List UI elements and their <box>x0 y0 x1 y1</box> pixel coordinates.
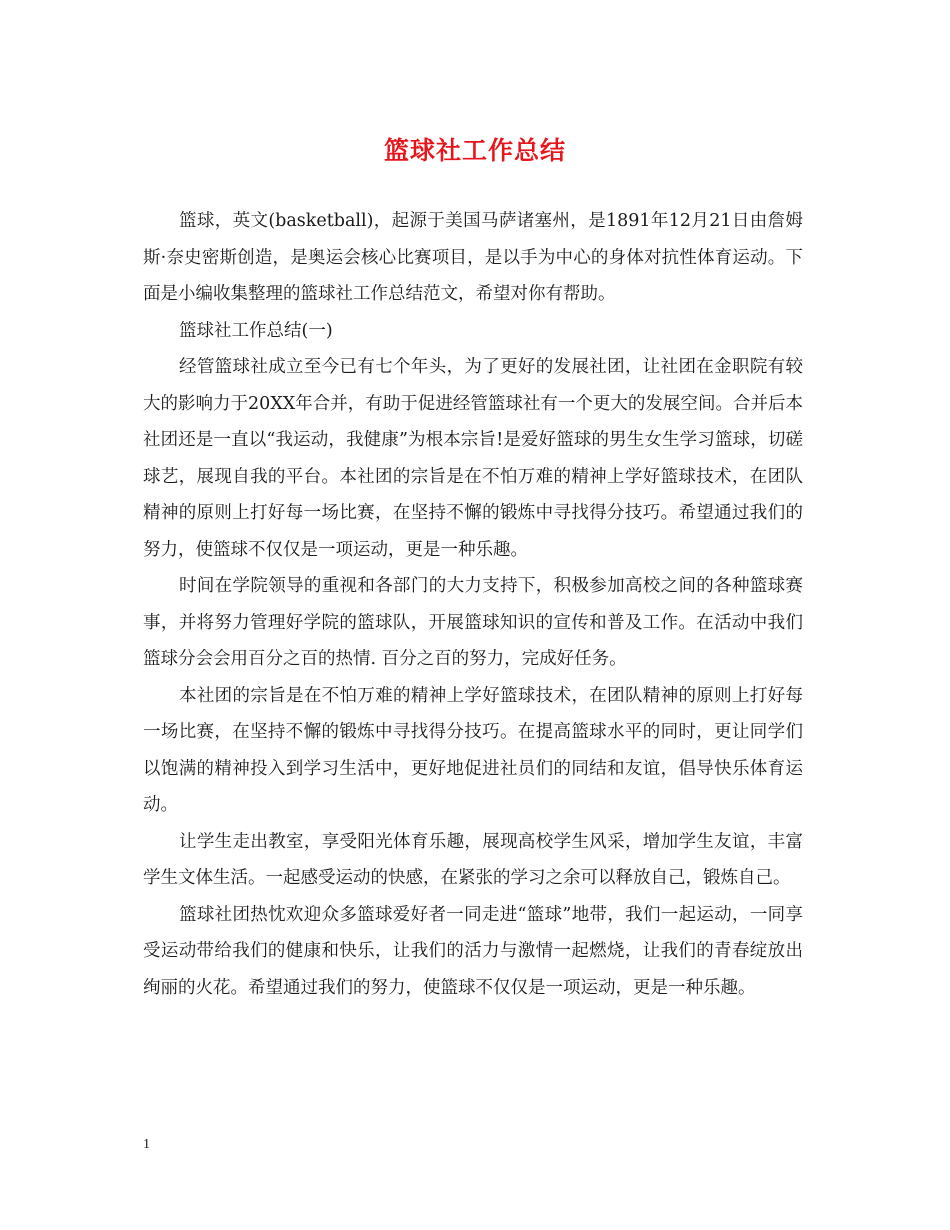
paragraph-competitions: 时间在学院领导的重视和各部门的大力支持下，积极参加高校之间的各种篮球赛事，并将努力管理好学院的篮球队，开展篮球知识的宣传和普及工作。在活动中我们篮球分会会用百分之百的热情. 百分之百的努力，完成好任务。 <box>143 576 803 669</box>
paragraph-welcome: 篮球社团热忱欢迎众多篮球爱好者一同走进“篮球”地带，我们一起运动，一同享受运动带给我们的健康和快乐，让我们的活力与激情一起燃烧，让我们的青春绽放出绚丽的火花。希望通过我们的努力，使篮球不仅仅是一项运动，更是一种乐趣。 <box>143 904 803 998</box>
section-heading: 篮球社工作总结(一) <box>179 320 333 341</box>
document-title: 篮球社工作总结 <box>383 136 566 165</box>
paragraph-intro: 篮球，英文(basketball)，起源于美国马萨诸塞州，是1891年12月21日由詹姆斯·奈史密斯创造，是奥运会核心比赛项目，是以手为中心的身体对抗性体育运动。下面是小编收集整理的篮球社工作总结范文，希望对你有帮助。 <box>143 211 803 304</box>
paragraph-club-history: 经管篮球社成立至今已有七个年头，为了更好的发展社团，让社团在金职院有较大的影响力于20XX年合并，有助于促进经管篮球社有一个更大的发展空间。合并后本社团还是一直以“我运动，我健康”为根本宗旨!是爱好篮球的男生女生学习篮球，切磋球艺，展现自我的平台。本社团的宗旨是在不怕万难的精神上学好篮球技术，在团队精神的原则上打好每一场比赛，在坚持不懈的锻炼中寻找得分技巧。希望通过我们的努力，使篮球不仅仅是一项运动，更是一种乐趣。 <box>143 357 803 560</box>
page-number: 1 <box>143 1137 150 1152</box>
document-body <box>143 203 803 1006</box>
paragraph-student-life: 让学生走出教室，享受阳光体育乐趣，展现高校学生风采，增加学生友谊，丰富学生文体生活。一起感受运动的快感，在紧张的学习之余可以释放自己，锻炼自己。 <box>143 831 803 888</box>
paragraph-purpose: 本社团的宗旨是在不怕万难的精神上学好篮球技术，在团队精神的原则上打好每一场比赛，在坚持不懈的锻炼中寻找得分技巧。在提高篮球水平的同时，更让同学们以饱满的精神投入到学习生活中，更好地促进社员们的同结和友谊，倡导快乐体育运动。 <box>143 685 803 815</box>
